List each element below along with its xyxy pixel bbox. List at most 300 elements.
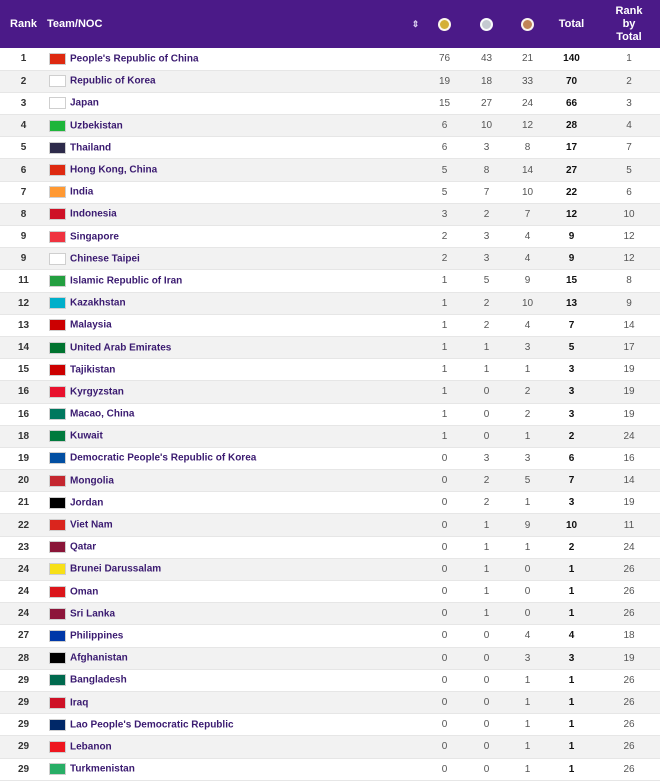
team-cell	[47, 115, 426, 137]
silver-count: 3	[463, 226, 510, 248]
team-name-link[interactable]: Thailand	[70, 142, 112, 154]
total-count: 1	[545, 714, 598, 736]
gold-count: 2	[426, 248, 463, 270]
silver-count: 2	[463, 314, 510, 336]
total-count: 27	[545, 159, 598, 181]
rank-by-total-cell: 26	[598, 758, 660, 780]
rank-by-total-cell: 5	[598, 159, 660, 181]
total-count: 9	[545, 248, 598, 270]
gold-count: 0	[426, 603, 463, 625]
team-cell	[47, 425, 426, 447]
table-row	[0, 536, 660, 558]
total-count: 3	[545, 492, 598, 514]
silver-medal-icon	[480, 18, 493, 31]
gold-count: 1	[426, 336, 463, 358]
flag-icon	[49, 319, 66, 331]
total-count: 10	[545, 514, 598, 536]
flag-icon	[49, 475, 66, 487]
total-count: 140	[545, 48, 598, 70]
rank-cell: 14	[0, 336, 47, 358]
gold-count: 0	[426, 536, 463, 558]
table-row	[0, 248, 660, 270]
sort-icon[interactable]: ⇕	[411, 18, 420, 29]
rank-by-total-cell: 9	[598, 292, 660, 314]
gold-header[interactable]	[426, 0, 463, 48]
flag-icon	[49, 586, 66, 598]
team-cell	[47, 248, 426, 270]
rank-cell: 11	[0, 270, 47, 292]
team-cell	[47, 292, 426, 314]
flag-icon	[49, 120, 66, 132]
table-body	[0, 48, 660, 780]
total-count: 3	[545, 647, 598, 669]
team-cell	[47, 181, 426, 203]
bronze-count: 1	[510, 714, 545, 736]
gold-count: 1	[426, 270, 463, 292]
bronze-count: 1	[510, 359, 545, 381]
silver-count: 0	[463, 736, 510, 758]
gold-count: 0	[426, 714, 463, 736]
table-row	[0, 359, 660, 381]
flag-icon	[49, 452, 66, 464]
rank-cell: 2	[0, 70, 47, 92]
rank-by-total-line3: Total	[616, 30, 642, 43]
silver-count: 5	[463, 270, 510, 292]
total-count: 4	[545, 625, 598, 647]
total-count: 3	[545, 403, 598, 425]
rank-by-total-cell: 19	[598, 403, 660, 425]
team-name-link[interactable]: Islamic Republic of Iran	[70, 275, 183, 287]
rank-cell: 12	[0, 292, 47, 314]
flag-icon	[49, 364, 66, 376]
team-cell	[47, 736, 426, 758]
flag-icon	[49, 608, 66, 620]
team-cell	[47, 226, 426, 248]
gold-medal-icon	[438, 18, 451, 31]
silver-count: 0	[463, 625, 510, 647]
rank-by-total-cell: 14	[598, 470, 660, 492]
team-name-link[interactable]: Viet Nam	[70, 519, 113, 531]
rank-cell: 7	[0, 181, 47, 203]
rank-cell: 29	[0, 758, 47, 780]
table-row	[0, 381, 660, 403]
flag-icon	[49, 208, 66, 220]
table-row	[0, 625, 660, 647]
team-name-link[interactable]: Sri Lanka	[70, 608, 116, 620]
team-cell	[47, 92, 426, 114]
rank-cell: 4	[0, 115, 47, 137]
silver-count: 3	[463, 248, 510, 270]
flag-icon	[49, 53, 66, 65]
team-name-link[interactable]: Hong Kong, China	[70, 164, 158, 176]
rank-cell: 6	[0, 159, 47, 181]
silver-count: 2	[463, 470, 510, 492]
rank-by-total-header[interactable]	[598, 0, 660, 48]
team-cell	[47, 470, 426, 492]
bronze-count: 1	[510, 736, 545, 758]
silver-count: 10	[463, 115, 510, 137]
team-name-link[interactable]: Jordan	[70, 497, 104, 509]
rank-by-total-cell: 3	[598, 92, 660, 114]
silver-count: 0	[463, 758, 510, 780]
rank-cell: 9	[0, 248, 47, 270]
team-cell	[47, 359, 426, 381]
silver-count: 1	[463, 581, 510, 603]
total-count: 15	[545, 270, 598, 292]
team-cell	[47, 381, 426, 403]
total-count: 66	[545, 92, 598, 114]
team-cell	[47, 758, 426, 780]
team-name-link[interactable]: Malaysia	[70, 319, 112, 331]
team-cell	[47, 514, 426, 536]
gold-count: 1	[426, 292, 463, 314]
table-row	[0, 115, 660, 137]
total-count: 1	[545, 581, 598, 603]
table-row	[0, 137, 660, 159]
silver-count: 8	[463, 159, 510, 181]
team-name-link[interactable]: Japan	[70, 97, 99, 109]
total-count: 9	[545, 226, 598, 248]
total-count: 70	[545, 70, 598, 92]
bronze-count: 3	[510, 336, 545, 358]
total-header[interactable]: Total	[558, 18, 585, 30]
gold-count: 0	[426, 558, 463, 580]
gold-count: 19	[426, 70, 463, 92]
flag-icon	[49, 75, 66, 87]
flag-icon	[49, 186, 66, 198]
silver-count: 0	[463, 714, 510, 736]
team-cell	[47, 48, 426, 70]
rank-by-total-cell: 26	[598, 581, 660, 603]
bronze-count: 2	[510, 403, 545, 425]
rank-by-total-cell: 19	[598, 381, 660, 403]
table-row	[0, 581, 660, 603]
total-count: 28	[545, 115, 598, 137]
bronze-count: 12	[510, 115, 545, 137]
team-name-link[interactable]: Macao, China	[70, 408, 135, 420]
team-name-link[interactable]: Turkmenistan	[70, 763, 135, 775]
team-cell	[47, 647, 426, 669]
team-name-link[interactable]: Lebanon	[70, 741, 112, 753]
team-cell	[47, 270, 426, 292]
bronze-count: 7	[510, 203, 545, 225]
team-header[interactable]: Team/NOC	[47, 18, 103, 30]
silver-count: 1	[463, 558, 510, 580]
rank-by-total-cell: 6	[598, 181, 660, 203]
table-row	[0, 92, 660, 114]
gold-count: 0	[426, 758, 463, 780]
rank-cell: 22	[0, 514, 47, 536]
team-name-link[interactable]: Lao People's Democratic Republic	[70, 719, 234, 731]
gold-count: 0	[426, 669, 463, 691]
flag-icon	[49, 297, 66, 309]
table-row	[0, 470, 660, 492]
total-count: 7	[545, 314, 598, 336]
team-cell	[47, 625, 426, 647]
table-row	[0, 714, 660, 736]
rank-cell: 27	[0, 625, 47, 647]
team-name-link[interactable]: Chinese Taipei	[70, 253, 140, 265]
gold-count: 0	[426, 470, 463, 492]
bronze-count: 1	[510, 536, 545, 558]
team-name-link[interactable]: Brunei Darussalam	[70, 563, 162, 575]
bronze-count: 14	[510, 159, 545, 181]
total-count: 5	[545, 336, 598, 358]
team-name-link[interactable]: Afghanistan	[70, 652, 128, 664]
rank-by-total-cell: 26	[598, 603, 660, 625]
rank-by-total-cell: 19	[598, 359, 660, 381]
team-name-link[interactable]: Oman	[70, 586, 99, 598]
rank-by-total-cell: 2	[598, 70, 660, 92]
bronze-count: 0	[510, 603, 545, 625]
bronze-medal-icon	[521, 18, 534, 31]
gold-count: 76	[426, 48, 463, 70]
table-row	[0, 336, 660, 358]
silver-count: 27	[463, 92, 510, 114]
team-name-link[interactable]: Kuwait	[70, 430, 103, 442]
flag-icon	[49, 630, 66, 642]
bronze-count: 1	[510, 425, 545, 447]
rank-cell: 24	[0, 581, 47, 603]
team-name-link[interactable]: Qatar	[70, 541, 97, 553]
silver-count: 0	[463, 691, 510, 713]
rank-by-total-cell: 8	[598, 270, 660, 292]
rank-by-total-cell: 12	[598, 226, 660, 248]
team-name-link[interactable]: Mongolia	[70, 475, 114, 487]
silver-header[interactable]	[463, 0, 510, 48]
team-name-link[interactable]: Kyrgyzstan	[70, 386, 124, 398]
rank-cell: 18	[0, 425, 47, 447]
rank-cell: 9	[0, 226, 47, 248]
bronze-count: 5	[510, 470, 545, 492]
table-row	[0, 270, 660, 292]
team-name-link[interactable]: Republic of Korea	[70, 75, 156, 87]
team-cell	[47, 603, 426, 625]
team-cell	[47, 314, 426, 336]
team-name-link[interactable]: United Arab Emirates	[70, 342, 172, 354]
gold-count: 0	[426, 492, 463, 514]
team-name-link[interactable]: Uzbekistan	[70, 120, 123, 132]
flag-icon	[49, 563, 66, 575]
rank-cell: 5	[0, 137, 47, 159]
total-count: 7	[545, 470, 598, 492]
rank-header[interactable]: Rank	[10, 18, 37, 30]
rank-by-total-cell: 1	[598, 48, 660, 70]
team-cell	[47, 336, 426, 358]
total-count: 1	[545, 558, 598, 580]
silver-count: 3	[463, 137, 510, 159]
rank-by-total-cell: 26	[598, 714, 660, 736]
gold-count: 0	[426, 691, 463, 713]
team-name-link[interactable]: Indonesia	[70, 208, 117, 220]
gold-count: 1	[426, 314, 463, 336]
bronze-count: 3	[510, 647, 545, 669]
team-cell	[47, 137, 426, 159]
team-cell	[47, 492, 426, 514]
rank-by-total-cell: 26	[598, 736, 660, 758]
team-cell	[47, 669, 426, 691]
table-row	[0, 603, 660, 625]
flag-icon	[49, 697, 66, 709]
flag-icon	[49, 164, 66, 176]
rank-by-total-cell: 4	[598, 115, 660, 137]
flag-icon	[49, 342, 66, 354]
rank-cell: 24	[0, 603, 47, 625]
rank-by-total-cell: 10	[598, 203, 660, 225]
silver-count: 2	[463, 492, 510, 514]
team-name-link[interactable]: India	[70, 186, 94, 198]
rank-cell: 16	[0, 381, 47, 403]
total-count: 3	[545, 381, 598, 403]
gold-count: 15	[426, 92, 463, 114]
silver-count: 1	[463, 514, 510, 536]
bronze-count: 2	[510, 381, 545, 403]
bronze-count: 9	[510, 514, 545, 536]
table-row	[0, 203, 660, 225]
flag-icon	[49, 741, 66, 753]
silver-count: 18	[463, 70, 510, 92]
flag-icon	[49, 142, 66, 154]
rank-cell: 29	[0, 736, 47, 758]
team-cell	[47, 70, 426, 92]
gold-count: 6	[426, 137, 463, 159]
team-cell	[47, 159, 426, 181]
gold-count: 1	[426, 425, 463, 447]
gold-count: 0	[426, 647, 463, 669]
silver-count: 1	[463, 536, 510, 558]
gold-count: 0	[426, 736, 463, 758]
rank-cell: 29	[0, 691, 47, 713]
team-cell	[47, 691, 426, 713]
bronze-header[interactable]	[510, 0, 545, 48]
table-row	[0, 226, 660, 248]
team-cell	[47, 403, 426, 425]
rank-by-total-cell: 26	[598, 558, 660, 580]
table-row	[0, 292, 660, 314]
team-name-link[interactable]: Democratic People's Republic of Korea	[70, 452, 257, 464]
silver-count: 0	[463, 647, 510, 669]
team-name-link[interactable]: People's Republic of China	[70, 53, 199, 65]
gold-count: 0	[426, 625, 463, 647]
team-name-link[interactable]: Kazakhstan	[70, 297, 126, 309]
gold-count: 3	[426, 203, 463, 225]
flag-icon	[49, 652, 66, 664]
rank-cell: 23	[0, 536, 47, 558]
total-count: 1	[545, 603, 598, 625]
rank-cell: 13	[0, 314, 47, 336]
silver-count: 1	[463, 336, 510, 358]
silver-count: 43	[463, 48, 510, 70]
bronze-count: 1	[510, 691, 545, 713]
team-name-link[interactable]: Tajikistan	[70, 364, 116, 376]
rank-by-total-line2: by	[622, 17, 636, 30]
rank-cell: 8	[0, 203, 47, 225]
team-name-link[interactable]: Bangladesh	[70, 674, 127, 686]
total-count: 17	[545, 137, 598, 159]
table-row	[0, 181, 660, 203]
bronze-count: 3	[510, 447, 545, 469]
rank-by-total-cell: 18	[598, 625, 660, 647]
bronze-count: 10	[510, 181, 545, 203]
total-count: 1	[545, 736, 598, 758]
rank-by-total-cell: 24	[598, 536, 660, 558]
flag-icon	[49, 497, 66, 509]
rank-by-total-cell: 19	[598, 647, 660, 669]
rank-by-total-cell: 14	[598, 314, 660, 336]
rank-cell: 29	[0, 714, 47, 736]
bronze-count: 33	[510, 70, 545, 92]
bronze-count: 1	[510, 669, 545, 691]
flag-icon	[49, 408, 66, 420]
table-row	[0, 691, 660, 713]
bronze-count: 4	[510, 248, 545, 270]
total-count: 1	[545, 669, 598, 691]
gold-count: 0	[426, 581, 463, 603]
flag-icon	[49, 541, 66, 553]
gold-count: 1	[426, 403, 463, 425]
flag-icon	[49, 275, 66, 287]
flag-icon	[49, 674, 66, 686]
team-name-link[interactable]: Philippines	[70, 630, 124, 642]
gold-count: 5	[426, 159, 463, 181]
table-row	[0, 403, 660, 425]
table-row	[0, 514, 660, 536]
bronze-count: 1	[510, 492, 545, 514]
flag-icon	[49, 763, 66, 775]
bronze-count: 4	[510, 314, 545, 336]
silver-count: 1	[463, 359, 510, 381]
team-cell	[47, 536, 426, 558]
team-name-link[interactable]: Iraq	[70, 697, 89, 709]
rank-cell: 28	[0, 647, 47, 669]
rank-by-total-cell: 11	[598, 514, 660, 536]
total-count: 6	[545, 447, 598, 469]
gold-count: 2	[426, 226, 463, 248]
gold-count: 0	[426, 514, 463, 536]
table-row	[0, 70, 660, 92]
gold-count: 6	[426, 115, 463, 137]
team-cell	[47, 203, 426, 225]
silver-count: 0	[463, 403, 510, 425]
silver-count: 0	[463, 425, 510, 447]
team-name-link[interactable]: Singapore	[70, 231, 119, 243]
bronze-count: 8	[510, 137, 545, 159]
silver-count: 0	[463, 381, 510, 403]
bronze-count: 0	[510, 581, 545, 603]
total-count: 2	[545, 425, 598, 447]
rank-by-total-line1: Rank	[615, 4, 643, 17]
bronze-count: 24	[510, 92, 545, 114]
total-count: 1	[545, 691, 598, 713]
total-count: 13	[545, 292, 598, 314]
rank-cell: 19	[0, 447, 47, 469]
bronze-count: 0	[510, 558, 545, 580]
total-count: 3	[545, 359, 598, 381]
team-cell	[47, 447, 426, 469]
total-count: 1	[545, 758, 598, 780]
bronze-count: 10	[510, 292, 545, 314]
rank-by-total-cell: 26	[598, 669, 660, 691]
team-cell	[47, 714, 426, 736]
rank-by-total-cell: 26	[598, 691, 660, 713]
flag-icon	[49, 97, 66, 109]
table-row	[0, 669, 660, 691]
silver-count: 1	[463, 603, 510, 625]
rank-cell: 20	[0, 470, 47, 492]
flag-icon	[49, 719, 66, 731]
silver-count: 3	[463, 447, 510, 469]
gold-count: 1	[426, 381, 463, 403]
